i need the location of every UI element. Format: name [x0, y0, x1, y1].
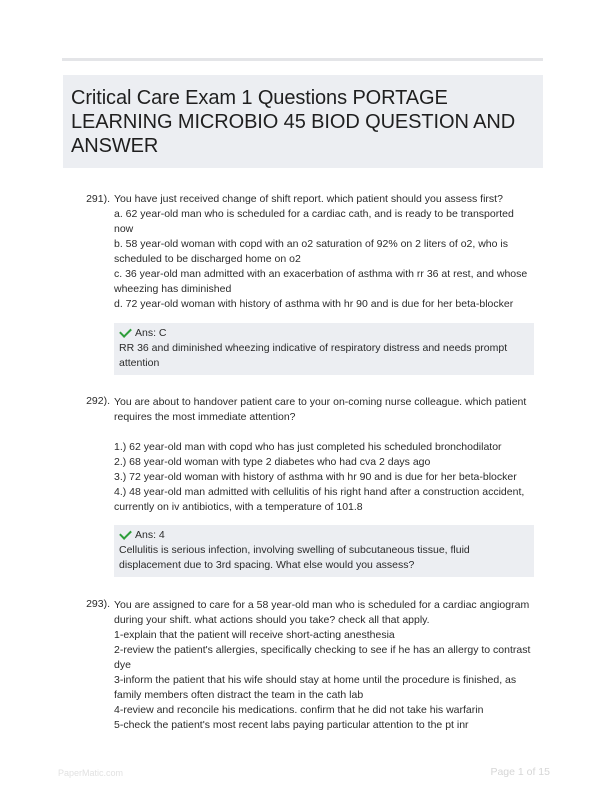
checkmark-icon — [119, 325, 132, 338]
option-line: a. 62 year-old man who is scheduled for a cardiac cath, and is ready to be transported — [114, 208, 514, 220]
question-text — [114, 395, 542, 515]
question-line: You are assigned to care for a 58 year-old man who is scheduled for a cardiac angiogram — [114, 599, 530, 611]
answer-label: Ans: C — [135, 327, 167, 339]
option-line: currently on iv antibiotics, with a temperature of 101.8 — [114, 501, 363, 513]
page-indicator: Page 1 of 15 — [490, 766, 550, 778]
answer-box — [114, 323, 534, 375]
question-text — [114, 598, 542, 733]
question-number: 293). — [86, 598, 110, 610]
answer-header — [119, 528, 529, 543]
option-line: b. 58 year-old woman with copd with an o2 saturation of 92% on 2 liters of o2, who is — [114, 238, 508, 250]
answer-header — [119, 326, 529, 341]
option-line: d. 72 year-old woman with history of asthma with hr 90 and is due for her beta-blocker — [114, 298, 514, 310]
option-line: 4-review and reconcile his medications. confirm that he did not take his warfarin — [114, 704, 484, 716]
option-line: 1.) 62 year-old man with copd who has just completed his scheduled bronchodilator — [114, 441, 502, 453]
answer-label: Ans: 4 — [135, 529, 165, 541]
blank-line — [114, 425, 542, 440]
option-line: 2-review the patient's allergies, specifically checking to see if he has an allergy to contrast — [114, 644, 531, 656]
option-line: family members often distract the team in the cath lab — [114, 689, 364, 701]
option-line: now — [114, 223, 134, 235]
option-line: dye — [114, 659, 131, 671]
option-line: wheezing has diminished — [114, 283, 232, 295]
question-line: requires the most immediate attention? — [114, 411, 296, 423]
top-divider — [62, 58, 543, 61]
option-line: c. 36 year-old man admitted with an exacerbation of asthma with rr 36 at rest, and whose — [114, 268, 528, 280]
footer-site-watermark: PaperMatic.com — [58, 768, 124, 778]
option-line: 1-explain that the patient will receive short-acting anesthesia — [114, 629, 395, 641]
question-line: during your shift. what actions should you take? check all that apply. — [114, 614, 430, 626]
question-line: You have just received change of shift report. which patient should you assess first? — [114, 193, 503, 205]
answer-explanation-line: displacement due to 3rd spacing. What else would you assess? — [119, 559, 415, 571]
question-number: 291). — [86, 193, 110, 205]
answer-box — [114, 525, 534, 577]
checkmark-icon — [119, 527, 132, 540]
answer-explanation-line: RR 36 and diminished wheezing indicative of respiratory distress and needs prompt — [119, 342, 508, 354]
question-line: You are about to handover patient care to your on-coming nurse colleague. which patient — [114, 396, 527, 408]
option-line: 2.) 68 year-old woman with type 2 diabetes who had cva 2 days ago — [114, 456, 431, 468]
answer-explanation-line: attention — [119, 357, 160, 369]
document-title: Critical Care Exam 1 Questions PORTAGE LEARNING MICROBIO 45 BIOD QUESTION AND ANSWER — [71, 87, 516, 157]
title-banner — [63, 75, 543, 168]
answer-explanation-line: Cellulitis is serious infection, involving swelling of subcutaneous tissue, fluid — [119, 544, 470, 556]
option-line: 5-check the patient's most recent labs paying particular attention to the pt inr — [114, 719, 469, 731]
option-line: 3-inform the patient that his wife should stay at home until the procedure is finished, as — [114, 674, 517, 686]
option-line: 3.) 72 year-old woman with history of asthma with hr 90 and is due for her beta-blocker — [114, 471, 517, 483]
question-number: 292). — [86, 395, 110, 407]
option-line: scheduled to be discharged home on o2 — [114, 253, 301, 265]
question-text — [114, 192, 542, 312]
option-line: 4.) 48 year-old man admitted with cellulitis of his right hand after a construction accident, — [114, 486, 525, 498]
